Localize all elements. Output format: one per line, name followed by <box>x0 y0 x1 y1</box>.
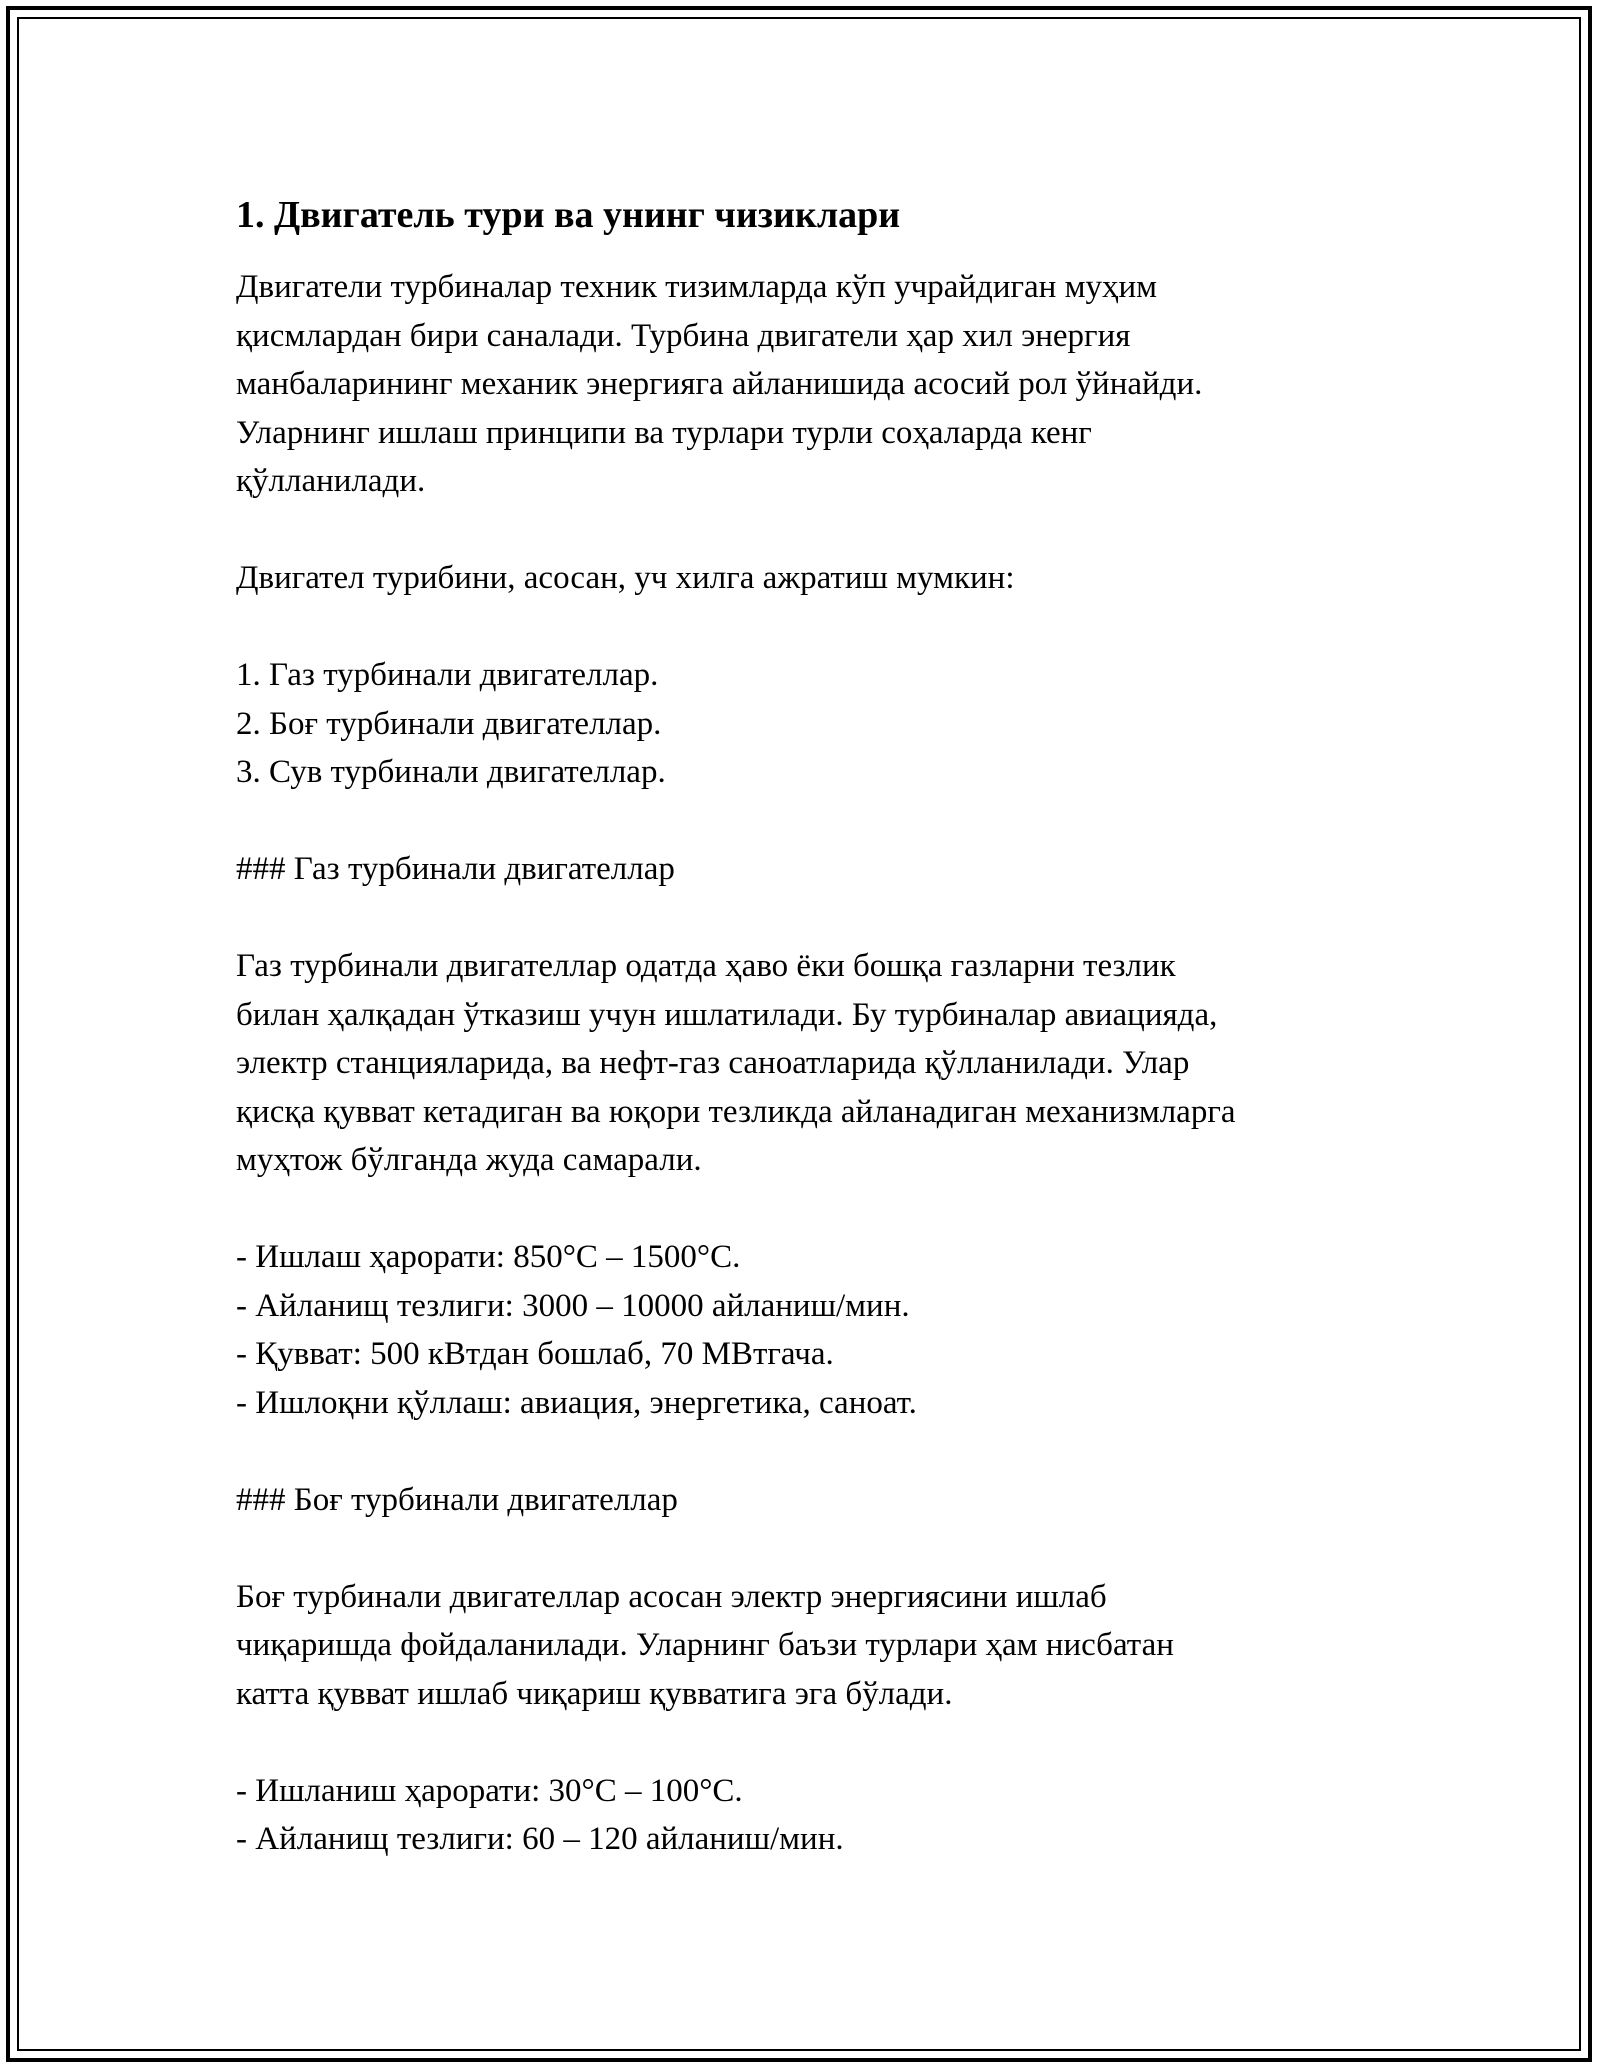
steam-paragraph <box>236 1573 1376 1719</box>
gas-specs <box>236 1233 1376 1427</box>
text-line: катта қувват ишлаб чиқариш қувватига эга бўлади. <box>236 1675 953 1712</box>
text-line: чиқаришда фойдаланилади. Уларнинг баъзи турлари ҳам нисбатан <box>236 1627 1174 1663</box>
spec-item: - Айланищ тезлиги: 60 – 120 айланиш/мин. <box>236 1821 844 1857</box>
spec-item: - Қувват: 500 кВтдан бошлаб, 70 МВтгача. <box>236 1336 834 1372</box>
steam-specs <box>236 1767 1376 1864</box>
text-line: қўлланилади. <box>236 463 426 499</box>
text-line: Уларнинг ишлаш принципи ва турлари турли соҳаларда кенг <box>236 414 1092 451</box>
steam-heading: ### Боғ турбинали двигателлар <box>236 1481 678 1518</box>
text-line: қисқа қувват кетадиган ва юқори тезликда айланадиган механизмларга <box>236 1093 1236 1130</box>
text-line: муҳтож бўлганда жуда самарали. <box>236 1142 702 1178</box>
list-item: 2. Боғ турбинали двигателлар. <box>236 705 662 742</box>
list-item: 3. Сув турбинали двигателлар. <box>236 754 666 790</box>
types-list <box>236 651 1376 797</box>
spec-item: - Ишлаш ҳарорати: 850°C – 1500°C. <box>236 1239 741 1275</box>
gas-heading: ### Газ турбинали двигателлар <box>236 851 675 887</box>
text-line: Газ турбинали двигателлар одатда ҳаво ёки бошқа газларни тезлик <box>236 948 1176 984</box>
intro-paragraph <box>236 263 1376 506</box>
text-line: Двигатели турбиналар техник тизимларда кўп учрайдиган муҳим <box>236 269 1158 305</box>
text-line: билан ҳалқадан ўтказиш учун ишлатилади. Бу турбиналар авиацияда, <box>236 996 1218 1033</box>
text-line: электр станцияларида, ва нефт-газ саноатларида қўлланилади. Улар <box>236 1045 1190 1081</box>
text-line: қисмлардан бири саналади. Турбина двигатели ҳар хил энергия <box>236 317 1131 354</box>
gas-paragraph <box>236 942 1376 1185</box>
spec-item: - Ишлоқни қўллаш: авиация, энергетика, саноат. <box>236 1384 917 1421</box>
spec-item: - Ишланиш ҳарорати: 30°C – 100°C. <box>236 1772 743 1809</box>
list-item: 1. Газ турбинали двигателлар. <box>236 657 659 693</box>
spec-item: - Айланищ тезлиги: 3000 – 10000 айланиш/мин. <box>236 1287 910 1324</box>
section-title: 1. Двигатель тури ва унинг чизиклари <box>236 194 901 236</box>
text-line: Боғ турбинали двигателлар асосан электр энергиясини ишлаб <box>236 1578 1107 1615</box>
types-intro: Двигател турибини, асосан, уч хилга ажратиш мумкин: <box>236 560 1015 596</box>
document-body <box>236 185 1376 1864</box>
text-line: манбаларининг механик энергияга айланишида асосий рол ўйнайди. <box>236 366 1203 402</box>
